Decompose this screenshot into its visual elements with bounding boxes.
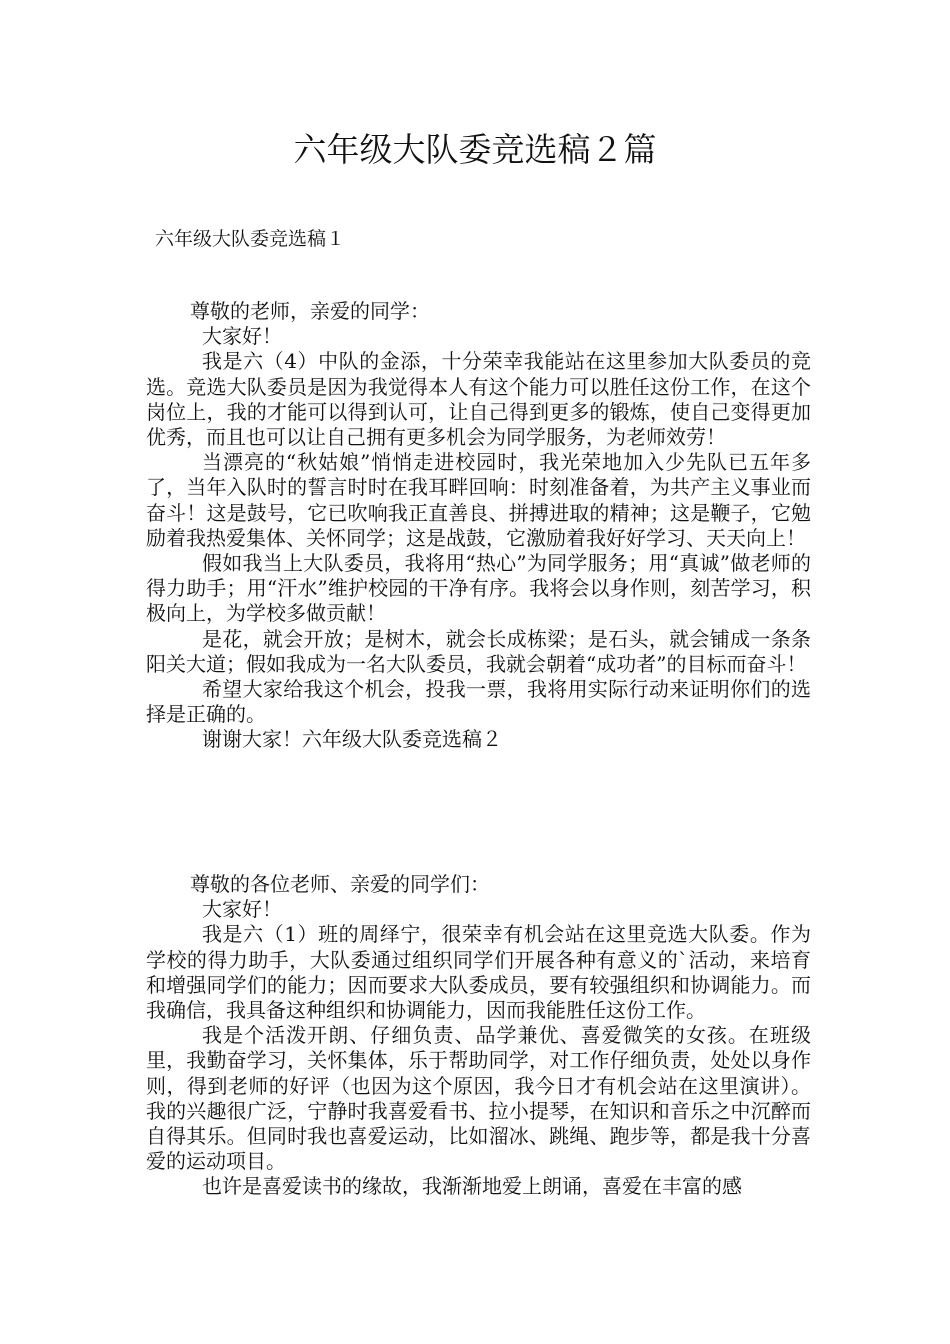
document-title: 六年级大队委竞选稿２篇 xyxy=(293,130,657,169)
speech2-body xyxy=(146,872,811,1200)
speech1-paragraph: 我是六（4）中队的金添，十分荣幸我能站在这里参加大队委员的竞选。竞选大队委员是因为我觉得本人有这个能力可以胜任这份工作，在这个岗位上，我的才能可以得到认可，让自己得到更多的锻炼，使自己变得更加优秀，而且也可以让自己拥有更多机会为同学服务，为老师效劳！ xyxy=(146,349,811,450)
speech2-paragraph: 我是个活泼开朗、仔细负责、品学兼优、喜爱微笑的女孩。在班级里，我勤奋学习，关怀集体，乐于帮助同学，对工作仔细负责，处处以身作则，得到老师的好评（也因为这个原因，我今日才有机会站在这里演讲）。我的兴趣很广泛，宁静时我喜爱看书、拉小提琴，在知识和音乐之中沉醉而自得其乐。但同时我也喜爱运动，比如溜冰、跳绳、跑步等，都是我十分喜爱的运动项目。 xyxy=(146,1023,811,1174)
speech1-closing: 谢谢大家！六年级大队委竞选稿２ xyxy=(202,727,502,752)
speech1-paragraph: 假如我当上大队委员，我将用“热心”为同学服务；用“真诚”做老师的得力助手；用“汗水”维护校园的干净有序。我将会以身作则，刻苦学习，积极向上，为学校多做贡献！ xyxy=(146,551,811,626)
speech2-greeting: 大家好！ xyxy=(202,897,282,922)
speech1-paragraph: 是花，就会开放；是树木，就会长成栋梁；是石头，就会铺成一条条阳关大道；假如我成为一名大队委员，我就会朝着“成功者”的目标而奋斗！ xyxy=(146,626,811,676)
speech1-paragraph: 当漂亮的“秋姑娘”悄悄走进校园时，我光荣地加入少先队已五年多了，当年入队时的誓言时时在我耳畔回响：时刻准备着，为共产主义事业而奋斗！这是鼓号，它已吹响我正直善良、拼搏进取的精神；这是鞭子，它勉励着我热爱集体、关怀同学；这是战鼓，它激励着我好好学习、天天向上！ xyxy=(146,450,811,550)
speech1-salutation: 尊敬的老师，亲爱的同学： xyxy=(190,299,430,323)
speech1-body xyxy=(146,299,811,753)
speech1-heading: 六年级大队委竞选稿１ xyxy=(155,228,346,250)
speech1-greeting: 大家好！ xyxy=(202,324,282,349)
speech2-salutation: 尊敬的各位老师、亲爱的同学们： xyxy=(190,872,490,896)
speech1-paragraph: 希望大家给我这个机会，投我一票，我将用实际行动来证明你们的选择是正确的。 xyxy=(146,677,811,727)
speech2-paragraph: 我是六（1）班的周绎宁，很荣幸有机会站在这里竞选大队委。作为学校的得力助手，大队委通过组织同学们开展各种有意义的`活动，来培育和增强同学们的能力；因而要求大队委成员，要有较强组织和协调能力。而我确信，我具备这种组织和协调能力，因而我能胜任这份工作。 xyxy=(146,922,811,1023)
speech2-paragraph: 也许是喜爱读书的缘故，我渐渐地爱上朗诵，喜爱在丰富的感 xyxy=(202,1174,742,1199)
